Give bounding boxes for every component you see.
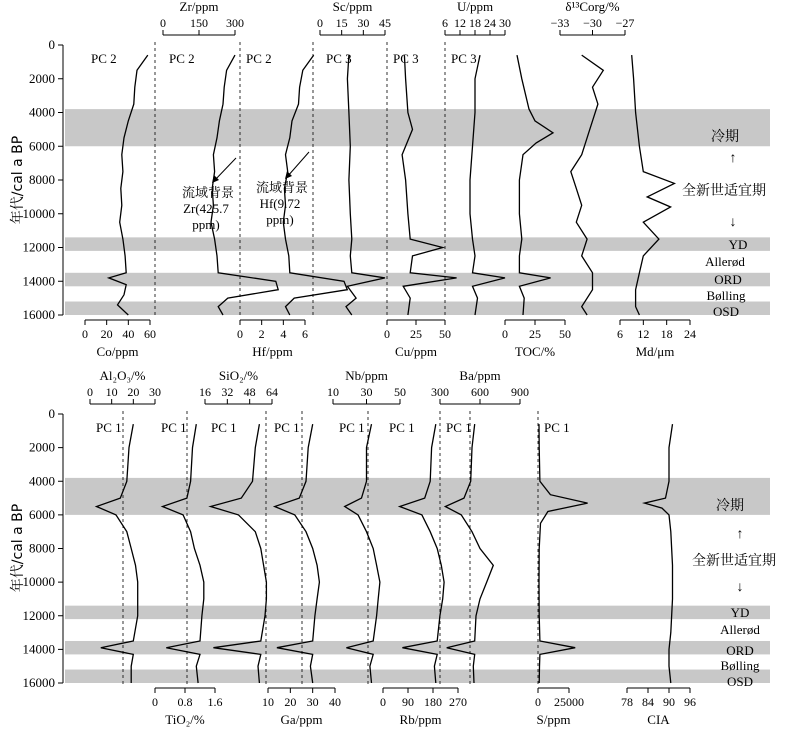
x-tick-label-top-8-0: 6: [617, 327, 623, 341]
y-tick-label-bottom-2: 4000: [29, 473, 55, 489]
bg-zr-unit: ppm): [192, 217, 220, 232]
x-tick-label-top-3-2: 30: [357, 16, 370, 30]
axis-title-top-3: Sc/ppm: [332, 0, 373, 14]
x-tick-label-top-3-1: 15: [335, 16, 348, 30]
x-tick-label-bottom-8-2: 90: [663, 695, 675, 709]
pc-label-bottom-2: PC 1: [211, 420, 237, 435]
x-tick-label-top-8-3: 24: [684, 327, 696, 341]
x-tick-label-bottom-3-3: 40: [329, 695, 341, 709]
x-tick-label-top-5-4: 30: [499, 16, 511, 30]
arrow-down-top: ↓: [729, 215, 737, 230]
osd-label-top: OSD: [712, 304, 740, 319]
band-top-1: [65, 237, 770, 251]
axis-title-top-8: Md/μm: [635, 344, 675, 359]
x-tick-label-top-2-3: 6: [302, 327, 308, 341]
pc-label-top-4: PC 3: [393, 51, 419, 66]
x-tick-label-bottom-6-2: 900: [511, 385, 529, 399]
band-top-0: [65, 109, 770, 146]
axis-title-bottom-1: TiO₂/%: [165, 712, 205, 727]
axis-title-top-2: Hf/ppm: [252, 344, 293, 359]
x-tick-label-bottom-8-3: 96: [684, 695, 696, 709]
x-tick-label-top-3-0: 0: [317, 16, 323, 30]
x-tick-label-bottom-0-3: 30: [149, 385, 161, 399]
x-tick-label-top-0-0: 0: [82, 327, 88, 341]
y-tick-label-bottom-1: 2000: [29, 439, 55, 455]
axis-title-top-1: Zr/ppm: [179, 0, 219, 14]
y-tick-label-bottom-0: 0: [48, 406, 55, 421]
y-tick-label-bottom-7: 14000: [22, 641, 55, 657]
x-tick-label-top-7-0: −33: [550, 16, 570, 30]
x-tick-label-bottom-1-0: 0: [152, 695, 158, 709]
band-top-3: [65, 302, 770, 316]
y-tick-label-top-7: 14000: [22, 273, 55, 289]
pc-label-top-5: PC 3: [451, 51, 477, 66]
cold-label-bottom: 冷期: [716, 498, 744, 514]
x-tick-label-bottom-0-1: 10: [105, 385, 118, 399]
band-bottom-3: [65, 670, 770, 683]
axis-title-bottom-2: SiO₂/%: [218, 368, 259, 383]
yaxis-label-bottom: 年代/cal a BP: [10, 503, 26, 593]
axis-title-bottom-0: Al₂O₃/%: [99, 368, 146, 383]
ord-label-bottom: ORD: [726, 643, 754, 658]
arrow-up-top: ↑: [729, 151, 737, 166]
y-tick-label-top-1: 2000: [29, 70, 55, 86]
x-tick-label-top-8-1: 12: [637, 327, 650, 341]
x-tick-label-top-5-1: 12: [454, 16, 466, 30]
axis-title-bottom-7: S/ppm: [536, 712, 571, 727]
x-tick-label-top-6-2: 50: [559, 327, 571, 341]
x-tick-label-bottom-7-1: 25000: [554, 695, 584, 709]
pc-label-bottom-7: PC 1: [544, 420, 570, 435]
y-tick-label-top-8: 16000: [22, 307, 55, 322]
x-tick-label-bottom-2-2: 48: [243, 385, 256, 399]
x-tick-label-bottom-3-1: 20: [284, 695, 297, 709]
x-tick-label-bottom-3-2: 30: [306, 695, 319, 709]
axis-title-top-0: Co/ppm: [96, 344, 139, 359]
x-tick-label-top-7-2: −27: [615, 16, 635, 30]
x-tick-label-bottom-5-2: 180: [424, 695, 442, 709]
x-tick-label-top-2-0: 0: [237, 327, 243, 341]
bg-hf-value: Hf(9.72: [259, 196, 301, 211]
bg-zr-title: 流域背景: [181, 186, 235, 201]
x-tick-label-bottom-8-1: 84: [642, 695, 654, 709]
y-tick-label-top-4: 8000: [29, 172, 55, 187]
y-tick-label-bottom-6: 12000: [22, 607, 55, 623]
x-tick-label-top-0-3: 60: [144, 327, 156, 341]
x-tick-label-top-5-3: 24: [484, 16, 496, 30]
x-tick-label-bottom-1-1: 0.8: [177, 695, 193, 709]
axis-title-top-7: δ¹³Corg/%: [565, 0, 620, 14]
arrow-down-bottom: ↓: [736, 580, 744, 595]
pc-label-top-2: PC 2: [246, 51, 272, 66]
axis-title-bottom-3: Ga/ppm: [280, 712, 323, 727]
cold-label-top: 冷期: [711, 129, 739, 145]
band-bottom-2: [65, 641, 770, 654]
x-tick-label-bottom-8-0: 78: [621, 695, 633, 709]
x-tick-label-bottom-5-0: 0: [380, 695, 386, 709]
holocene-label-bottom: 全新世适宜期: [692, 553, 776, 569]
bg-hf-title: 流域背景: [255, 181, 309, 196]
x-tick-label-bottom-2-3: 64: [266, 385, 278, 399]
axis-title-bottom-8: CIA: [647, 712, 670, 727]
x-tick-label-top-5-2: 18: [469, 16, 481, 30]
shaded-bands: [65, 109, 770, 683]
x-tick-label-bottom-6-0: 300: [431, 385, 449, 399]
allerod-label-top: Allerød: [705, 254, 745, 269]
allerod-label-bottom: Allerød: [720, 622, 760, 637]
x-tick-label-bottom-0-0: 0: [87, 385, 93, 399]
x-tick-label-top-2-1: 2: [258, 327, 265, 341]
yd-label-bottom: YD: [730, 605, 750, 620]
x-tick-label-bottom-5-3: 270: [449, 695, 467, 709]
x-tick-label-bottom-5-1: 90: [402, 695, 414, 709]
pc-label-bottom-3: PC 1: [274, 420, 300, 435]
band-bottom-1: [65, 606, 770, 619]
bg-hf-unit: ppm): [266, 212, 294, 227]
axis-title-bottom-4: Nb/ppm: [345, 368, 388, 383]
bg-zr-arrow: [214, 158, 236, 181]
y-tick-label-top-6: 12000: [22, 239, 55, 255]
y-tick-label-bottom-5: 10000: [22, 574, 55, 590]
x-tick-label-bottom-1-2: 1.6: [207, 695, 223, 709]
y-tick-label-top-5: 10000: [22, 205, 55, 221]
x-tick-label-bottom-6-1: 600: [471, 385, 489, 399]
x-tick-label-bottom-7-0: 0: [535, 695, 541, 709]
holocene-label-top: 全新世适宜期: [682, 183, 766, 199]
y-tick-label-bottom-3: 6000: [29, 506, 55, 522]
x-tick-label-top-6-0: 0: [502, 327, 508, 341]
x-tick-label-bottom-2-0: 16: [199, 385, 211, 399]
y-tick-label-top-3: 6000: [29, 138, 55, 154]
x-tick-label-top-8-2: 18: [660, 327, 673, 341]
x-tick-label-top-7-1: −30: [583, 16, 602, 30]
x-tick-label-top-4-2: 50: [439, 327, 451, 341]
x-tick-label-top-4-1: 25: [410, 327, 422, 341]
yd-label-top: YD: [728, 237, 748, 252]
bolling-label-bottom: Bølling: [720, 658, 760, 673]
x-tick-label-top-2-2: 4: [280, 327, 287, 341]
pc-label-bottom-0: PC 1: [96, 420, 122, 435]
bolling-label-top: Bølling: [706, 288, 746, 303]
x-tick-label-top-5-0: 6: [442, 16, 448, 30]
arrow-up-bottom: ↑: [736, 527, 744, 542]
x-tick-label-top-1-1: 150: [190, 16, 208, 30]
yaxis-label-top: 年代/cal a BP: [10, 135, 26, 225]
x-tick-label-top-0-1: 20: [100, 327, 113, 341]
pc-label-bottom-1: PC 1: [161, 420, 187, 435]
axis-title-bottom-6: Ba/ppm: [459, 368, 501, 383]
ord-label-top: ORD: [714, 272, 742, 287]
y-tick-label-top-0: 0: [48, 37, 55, 52]
axis-title-bottom-5: Rb/ppm: [399, 712, 442, 727]
x-tick-label-bottom-3-0: 10: [262, 695, 274, 709]
osd-label-bottom: OSD: [726, 674, 754, 689]
y-tick-label-bottom-8: 16000: [22, 675, 55, 690]
x-tick-label-bottom-0-2: 20: [127, 385, 140, 399]
x-tick-label-bottom-4-2: 50: [394, 385, 406, 399]
x-tick-label-bottom-2-1: 32: [221, 385, 234, 399]
pc-label-bottom-6: PC 1: [446, 420, 472, 435]
pc-label-top-3: PC 3: [326, 51, 352, 66]
x-tick-label-bottom-4-1: 30: [360, 385, 373, 399]
axis-title-top-4: Cu/ppm: [395, 344, 437, 359]
pc-label-bottom-4: PC 1: [339, 420, 365, 435]
pc-label-top-0: PC 2: [91, 51, 117, 66]
axis-title-top-6: TOC/%: [514, 344, 556, 359]
y-tick-label-top-2: 4000: [29, 104, 55, 120]
y-tick-label-bottom-4: 8000: [29, 540, 55, 556]
axis-title-top-5: U/ppm: [456, 0, 494, 14]
x-tick-label-top-1-0: 0: [160, 16, 166, 30]
pc-label-bottom-5: PC 1: [389, 420, 415, 435]
bg-hf-arrow: [287, 152, 309, 177]
x-tick-label-top-0-2: 40: [122, 327, 135, 341]
x-tick-label-top-6-1: 25: [529, 327, 541, 341]
x-tick-label-top-3-3: 45: [379, 16, 391, 30]
bg-zr-value: Zr(425.7: [183, 201, 229, 216]
pc-label-top-1: PC 2: [169, 51, 195, 66]
x-tick-label-top-4-0: 0: [384, 327, 390, 341]
x-tick-label-top-1-2: 300: [226, 16, 244, 30]
x-tick-label-bottom-4-0: 10: [327, 385, 339, 399]
